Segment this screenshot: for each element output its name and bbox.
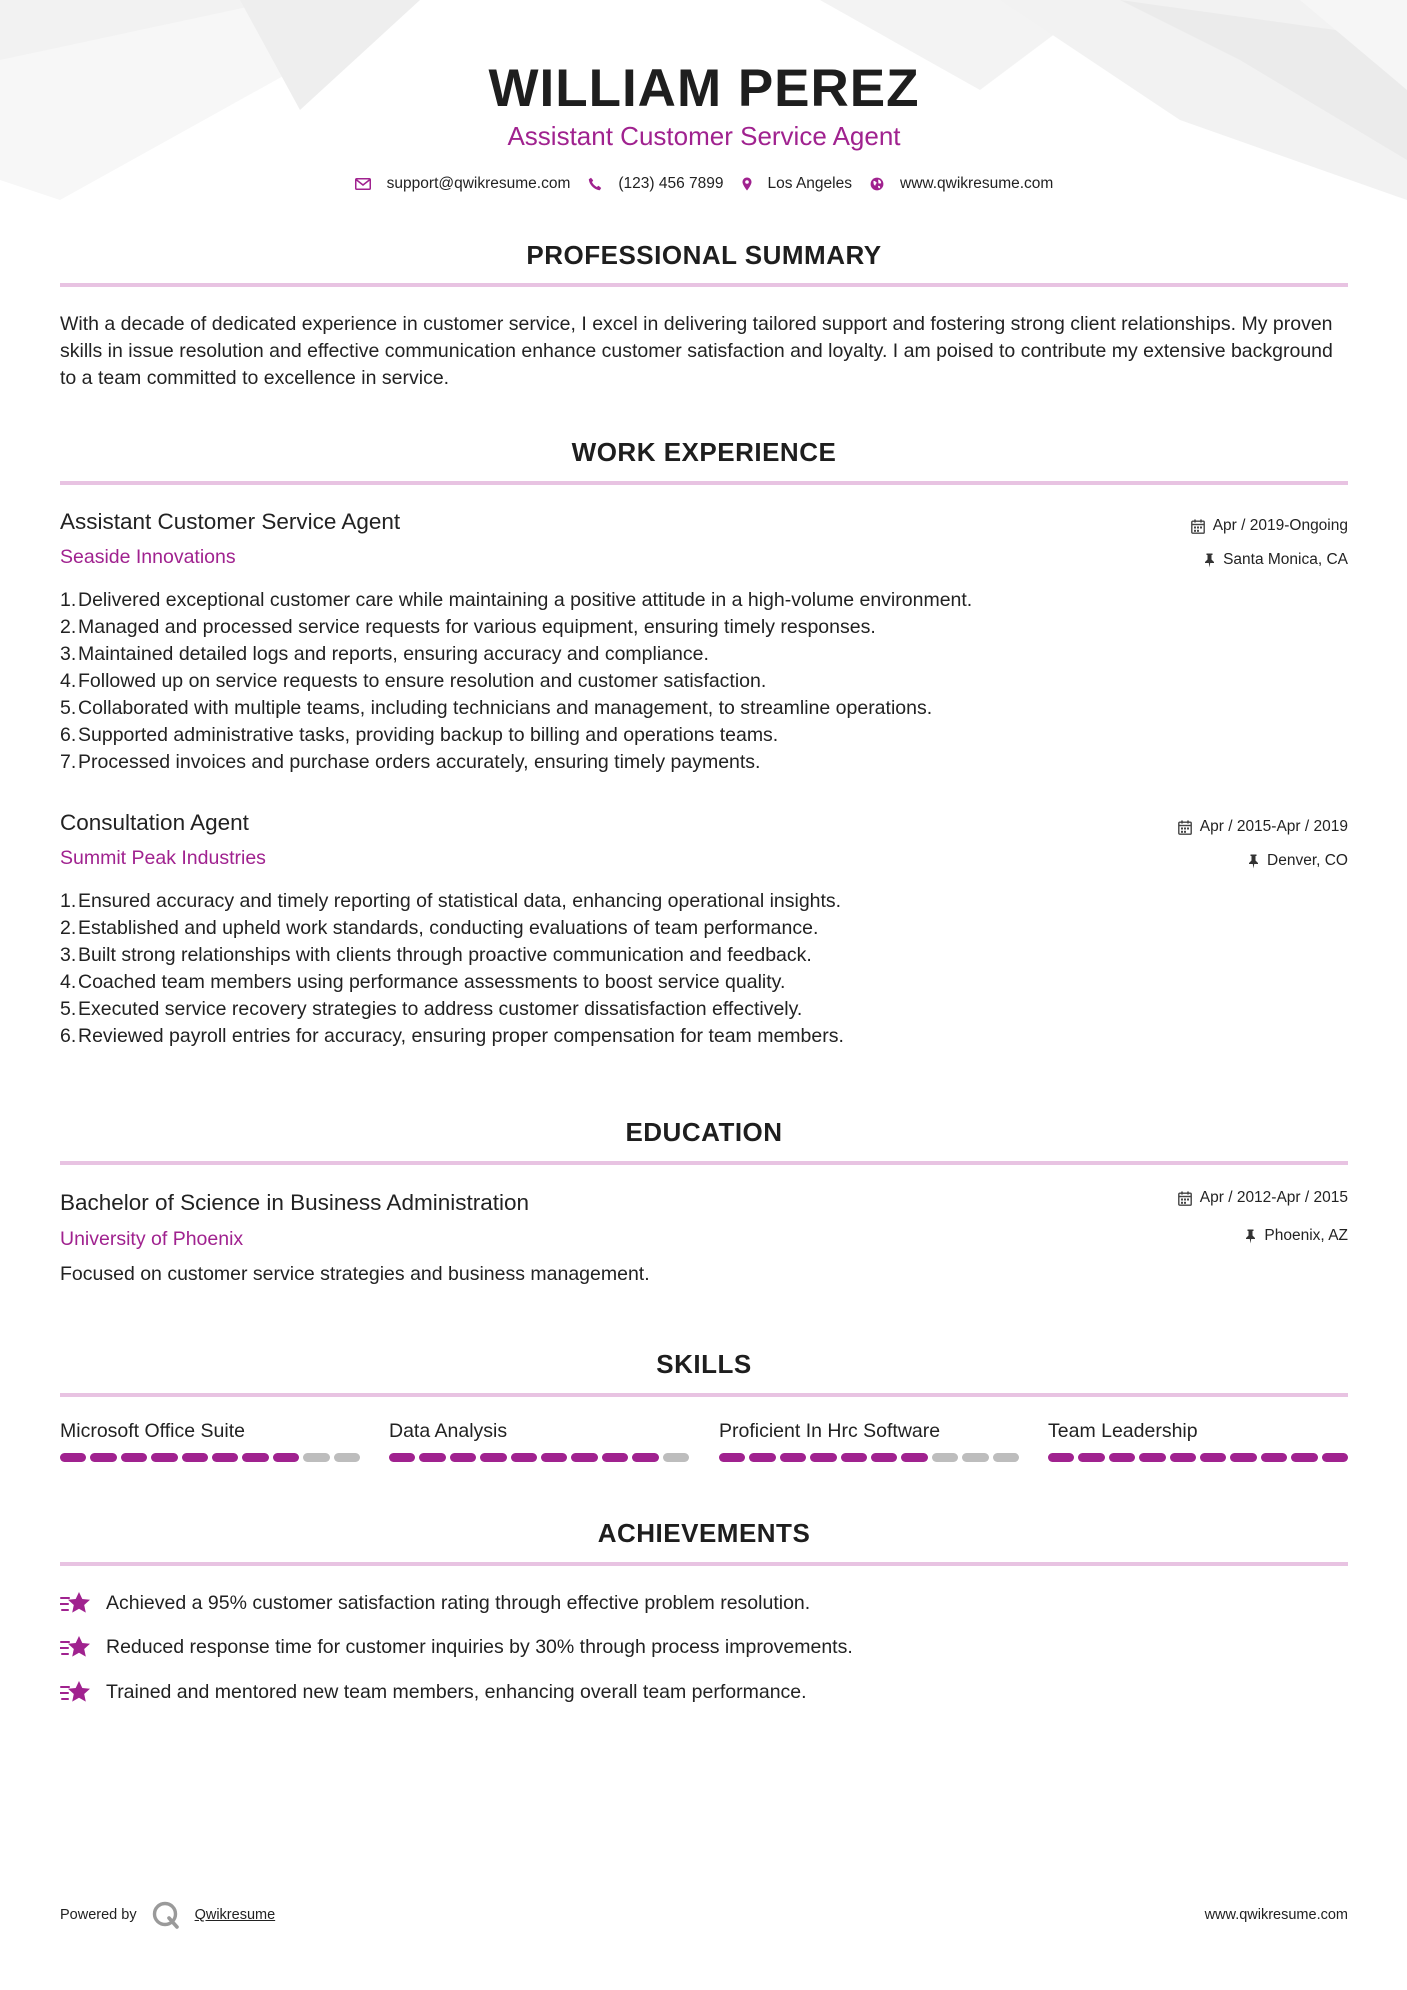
skill-segment-filled [1078,1453,1104,1462]
skills-divider [60,1393,1348,1397]
skill-segment-filled [1261,1453,1287,1462]
job-1-company: Seaside Innovations [60,546,236,568]
skill-segment-filled [810,1453,836,1462]
map-pin-icon [742,177,752,191]
achievements-divider [60,1562,1348,1566]
skill-name: Data Analysis [389,1420,508,1442]
skill-segment-filled [1139,1453,1165,1462]
job-1-dates [1191,517,1348,535]
contact-website[interactable] [870,175,1053,193]
achievement-text: Reduced response time for customer inquiries by 30% through process improvements. [106,1635,853,1658]
skill-name: Microsoft Office Suite [60,1420,245,1442]
job-2-dates-text: Apr / 2015-Apr / 2019 [1199,818,1348,835]
calendar-icon [1191,519,1205,534]
star-icon [60,1634,92,1660]
skill-segment-filled [242,1453,268,1462]
skill-segment-filled [1170,1453,1196,1462]
powered-by-label: Powered by [60,1907,137,1923]
list-item: 5. Executed service recovery strategies to address customer dissatisfaction effectively. [60,998,803,1020]
job-1-dates-text: Apr / 2019-Ongoing [1212,517,1348,534]
job-2-dates [1178,818,1348,836]
skill-segment-filled [780,1453,806,1462]
skill-segment-filled [602,1453,628,1462]
skill-segment-filled [1109,1453,1135,1462]
job-2-company: Summit Peak Industries [60,847,266,869]
list-item: 4. Coached team members using performance assessments to boost service quality. [60,971,786,993]
achievements-heading: ACHIEVEMENTS [597,1518,811,1548]
pushpin-icon [1245,1229,1256,1244]
skill-segment-filled [1291,1453,1317,1462]
experience-divider [60,481,1348,485]
education-dates-text: Apr / 2012-Apr / 2015 [1199,1189,1348,1206]
phone-icon [588,177,602,191]
skill-name: Team Leadership [1048,1420,1198,1442]
job-1-location [1204,551,1348,569]
list-item: 2. Managed and processed service requests for various equipment, ensuring timely responses. [60,616,876,638]
skill-segment-filled [480,1453,506,1462]
skill-segment-filled [1200,1453,1226,1462]
list-item: 4. Followed up on service requests to ensure resolution and customer satisfaction. [60,670,767,692]
job-2-bullets [60,888,1348,1050]
star-icon [60,1679,92,1705]
skill-segment-filled [541,1453,567,1462]
skill-segment-filled [841,1453,867,1462]
achievement-text: Achieved a 95% customer satisfaction rating through effective problem resolution. [106,1591,811,1614]
list-item: 1. Ensured accuracy and timely reporting of statistical data, enhancing operational insights. [60,890,842,912]
list-item: 2. Established and upheld work standards, conducting evaluations of team performance. [60,917,819,939]
skill-segment-filled [212,1453,238,1462]
achievement-text: Trained and mentored new team members, enhancing overall team performance. [106,1680,807,1703]
skill-segment-empty [962,1453,988,1462]
achievement-item-1 [60,1590,810,1616]
skill-item-1 [60,1420,360,1462]
list-item: 7. Processed invoices and purchase orders accurately, ensuring timely payments. [60,751,761,773]
candidate-name: WILLIAM PEREZ [488,59,920,118]
contact-phone[interactable] [588,175,723,193]
list-item: 6. Supported administrative tasks, providing backup to billing and operations teams. [60,724,779,746]
skill-segment-filled [719,1453,745,1462]
contact-email[interactable] [355,175,571,193]
summary-text: With a decade of dedicated experience in customer service, I excel in delivering tailored support and fostering strong client relationships. My proven skills in issue resolution and effective communication enhance customer satisfaction and loyalty. I am poised to contribute my extensive background to a team committed to excellence in service. [60,313,1333,389]
skill-level-bar [719,1453,1019,1462]
education-dates [1178,1189,1348,1207]
skill-name: Proficient In Hrc Software [719,1420,941,1442]
job-2-location [1248,852,1348,870]
achievement-item-3 [60,1679,807,1705]
pushpin-icon [1204,553,1215,568]
skill-segment-empty [993,1453,1019,1462]
education-location [1245,1227,1348,1245]
skill-item-2 [389,1420,689,1462]
skill-segment-filled [901,1453,927,1462]
skill-segment-filled [389,1453,415,1462]
skill-segment-filled [151,1453,177,1462]
education-divider [60,1161,1348,1165]
footer-website[interactable]: www.qwikresume.com [1204,1907,1348,1923]
envelope-icon [355,178,371,190]
list-item: 3. Maintained detailed logs and reports, ensuring accuracy and compliance. [60,643,709,665]
education-heading: EDUCATION [625,1117,783,1147]
skill-segment-filled [450,1453,476,1462]
candidate-role: Assistant Customer Service Agent [507,121,901,151]
job-1-location-text: Santa Monica, CA [1223,551,1348,568]
skill-item-3 [719,1420,1019,1462]
job-1-bullets [60,587,1348,776]
education-description: Focused on customer service strategies and business management. [60,1263,650,1285]
skill-level-bar [1048,1453,1348,1462]
summary-heading: PROFESSIONAL SUMMARY [526,240,882,270]
skill-segment-filled [871,1453,897,1462]
education-degree: Bachelor of Science in Business Administration [60,1190,529,1215]
list-item: 5. Collaborated with multiple teams, including technicians and management, to streamline operations. [60,697,933,719]
skill-segment-filled [1322,1453,1348,1462]
globe-icon [870,177,884,191]
list-item: 1. Delivered exceptional customer care while maintaining a positive attitude in a high-volume environment. [60,589,973,611]
skill-segment-filled [90,1453,116,1462]
skill-segment-filled [419,1453,445,1462]
skill-segment-filled [511,1453,537,1462]
skill-segment-empty [303,1453,329,1462]
achievement-item-2 [60,1634,853,1660]
skills-heading: SKILLS [656,1349,752,1379]
skill-segment-filled [60,1453,86,1462]
skill-segment-empty [663,1453,689,1462]
email-text: support@qwikresume.com [386,175,571,192]
skill-segment-filled [632,1453,658,1462]
job-2-title: Consultation Agent [60,810,249,835]
job-2-location-text: Denver, CO [1267,852,1348,869]
skill-segment-filled [571,1453,597,1462]
skill-segment-empty [932,1453,958,1462]
pushpin-icon [1248,854,1259,869]
qwikresume-logo-icon [151,1900,181,1930]
summary-divider [60,283,1348,287]
skill-segment-filled [1230,1453,1256,1462]
list-item: 3. Built strong relationships with clients through proactive communication and feedback. [60,944,812,966]
skill-level-bar [60,1453,360,1462]
phone-text: (123) 456 7899 [618,175,724,192]
skill-segment-filled [1048,1453,1074,1462]
skill-segment-filled [121,1453,147,1462]
qwikresume-link[interactable]: Qwikresume [194,1907,276,1923]
education-location-text: Phoenix, AZ [1264,1227,1348,1244]
skill-item-4 [1048,1420,1348,1462]
star-icon [60,1590,92,1616]
calendar-icon [1178,1191,1192,1206]
experience-heading: WORK EXPERIENCE [571,437,837,467]
skill-segment-filled [749,1453,775,1462]
contact-location [742,175,852,193]
job-1-title: Assistant Customer Service Agent [60,509,401,534]
footer-powered-by [60,1900,275,1930]
calendar-icon [1178,820,1192,835]
website-text: www.qwikresume.com [900,175,1054,192]
skill-segment-filled [182,1453,208,1462]
list-item: 6. Reviewed payroll entries for accuracy, ensuring proper compensation for team members. [60,1025,844,1047]
skill-level-bar [389,1453,689,1462]
education-school: University of Phoenix [60,1228,244,1250]
skill-segment-filled [273,1453,299,1462]
header-background-decoration [0,0,1407,240]
skill-segment-empty [334,1453,360,1462]
location-text: Los Angeles [767,175,852,192]
contact-row [60,175,1348,193]
